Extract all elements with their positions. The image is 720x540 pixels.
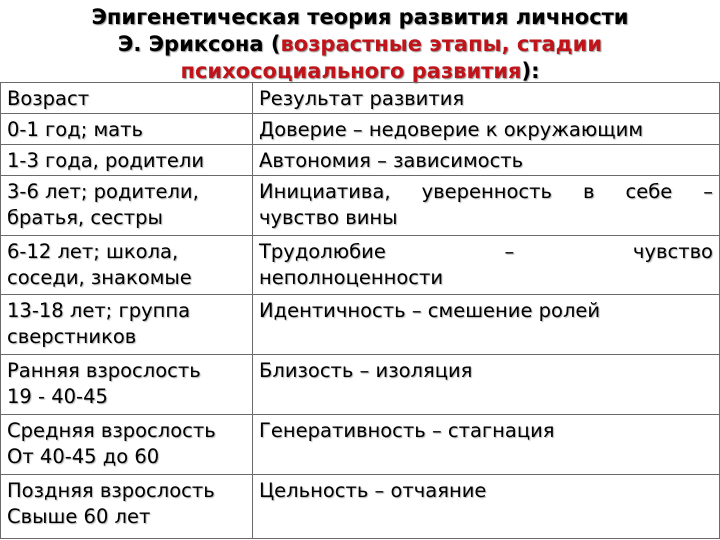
age-text: От 40-45 до 60 — [7, 445, 160, 468]
result-text: Трудолюбие – чувство — [259, 240, 713, 263]
page-title — [0, 4, 720, 85]
result-text: чувство вины — [259, 206, 398, 229]
table-row — [1, 355, 720, 415]
age-cell — [1, 145, 253, 176]
age-cell — [1, 114, 253, 145]
result-text: Генеративность – стагнация — [259, 419, 555, 442]
result-text: Доверие – недоверие к окружающим — [259, 118, 644, 141]
header-result-label: Результат развития — [259, 87, 465, 110]
table-row — [1, 415, 720, 475]
age-text: 3-6 лет; родители, — [7, 180, 199, 203]
result-text: Автономия – зависимость — [259, 149, 524, 172]
header-result — [253, 83, 720, 114]
result-text: Близость – изоляция — [259, 359, 473, 382]
stages-table — [0, 82, 720, 539]
age-cell — [1, 415, 253, 475]
age-text: 1-3 года, родители — [7, 149, 205, 172]
result-cell — [253, 176, 720, 236]
table-row — [1, 295, 720, 355]
table-row — [1, 475, 720, 539]
header-age — [1, 83, 253, 114]
result-cell — [253, 145, 720, 176]
title-line-3 — [0, 58, 720, 85]
age-text: 13-18 лет; группа — [7, 299, 191, 322]
result-cell — [253, 355, 720, 415]
title-line-1: Эпигенетическая теория развития личности — [91, 5, 629, 29]
age-text: 6-12 лет; школа, — [7, 240, 179, 263]
age-cell — [1, 176, 253, 236]
table-row — [1, 176, 720, 236]
age-text: Средняя взрослость — [7, 419, 216, 442]
table-row — [1, 145, 720, 176]
age-text: братья, сестры — [7, 206, 163, 229]
age-text: 19 - 40-45 — [7, 385, 108, 408]
table-row — [1, 114, 720, 145]
table-row — [1, 236, 720, 295]
title-author: Э. Эриксона ( — [117, 32, 281, 56]
header-age-label: Возраст — [7, 87, 90, 110]
age-text: сверстников — [7, 325, 137, 348]
age-text: соседи, знакомые — [7, 266, 192, 289]
result-text: неполноценности — [259, 266, 444, 289]
result-cell — [253, 236, 720, 295]
result-text: Цельность – отчаяние — [259, 479, 487, 502]
age-text: Ранняя взрослость — [7, 359, 201, 382]
result-cell — [253, 295, 720, 355]
age-cell — [1, 236, 253, 295]
title-closing: ): — [521, 59, 540, 83]
result-text: Инициатива, уверенность в себе – — [259, 180, 713, 203]
age-cell — [1, 475, 253, 539]
result-text: Идентичность – смешение ролей — [259, 299, 601, 322]
result-cell — [253, 114, 720, 145]
title-subtitle-part-2: психосоциального развития — [180, 59, 522, 83]
age-text: Свыше 60 лет — [7, 505, 151, 528]
table-header-row — [1, 83, 720, 114]
age-text: Поздняя взрослость — [7, 479, 215, 502]
age-cell — [1, 355, 253, 415]
title-subtitle-part-1: возрастные этапы, стадии — [280, 32, 603, 56]
age-text: 0-1 год; мать — [7, 118, 143, 141]
title-line-2 — [0, 31, 720, 58]
result-cell — [253, 415, 720, 475]
age-cell — [1, 295, 253, 355]
result-cell — [253, 475, 720, 539]
